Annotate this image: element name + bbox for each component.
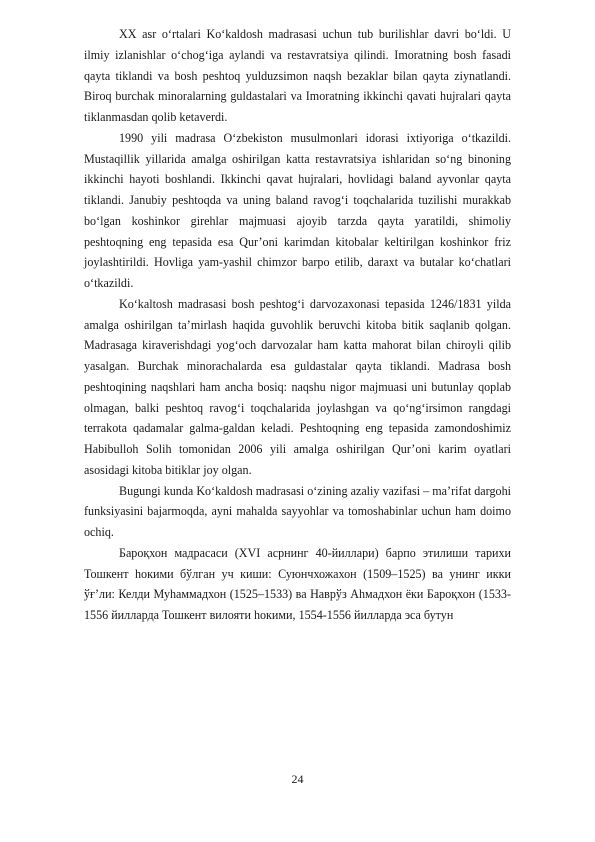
page-number: 24 [291,772,304,786]
paragraph-4: Bugungi kunda Ko‘kaldosh madrasasi o‘zining azaliy vazifasi – ma’rifat dargohi funksiyasini bajarmoqda, ayni mahalda sayyohlar va tomoshabinlar uchun ham doimo ochiq. [84,483,511,539]
paragraph-1: XX asr o‘rtalari Ko‘kaldosh madrasasi uchun tub burilishlar davri bo‘ldi. U ilmiy izlanishlar o‘chog‘iga aylandi va restavratsiya qilindi. Imoratning bosh fasadi qayta tiklandi va bosh peshtoq yulduzsimon naqsh bezaklar bilan qayta ziynatlandi. Biroq burchak minoralarning guldastalari va Imoratning ikkinchi qavati hujralari qayta tiklanmasdan qolib ketaverdi. [84,27,511,124]
paragraph-3: Ko‘kaltosh madrasasi bosh peshtog‘i darvozaxonasi tepasida 1246/1831 yilda amalga oshirilgan ta’mirlash haqida guvohlik beruvchi kitoba bitik saqlanib qolgan. Madrasaga kiraverishdagi yog‘och darvozalar ham katta mahorat bilan chiroyli qilib yasalgan. Burchak minorachalarda esa guldastalar qayta tiklandi. Madrasa bosh peshtoqining naqshlari ham ancha bosiq: naqshu nigor majmuasi uni butunlay qoplab olmagan, balki peshtoq ravog‘i toqchalarida joylashgan va qo‘ng‘irsimon rangdagi terrakota qadamalar galma-galdan keladi. Peshtoqning eng tepasida zamondoshimiz Habibulloh Solih tomonidan 2006 yili amalga oshirilgan Qur’oni karim oyatlari asosidagi kitoba bitiklar joy olgan. [84,296,511,477]
paragraph-5: Бароқхон мадрасаси (XVI асрнинг 40-йиллари) барпо этилиши тарихи Тошкент hокими бўлган уч киши: Суюнчхожахон (1509–1525) ва унинг икки ўғ’ли: Келди Муhаммадхон (1525–1533) ва Наврўз Аhмадхон ёки Бароқхон (1533-1556 йилларда Тошкент вилояти hокими, 1554-1556 йилларда эса бутун [84,545,511,622]
paragraph-2: 1990 yili madrasa O‘zbekiston musulmonlari idorasi ixtiyoriga o‘tkazildi. Mustaqillik yillarida amalga oshirilgan katta restavratsiya ishlaridan so‘ng binoning ikkinchi hayoti boshlandi. Ikkinchi qavat hujralari, hovlidagi baland ayvonlar qayta tiklandi. Janubiy peshtoqda va uning baland ravog‘i toqchalarida tuzilishi murakkab bo‘lgan koshinkor girehlar majmuasi ajoyib tarzda qayta yaratildi, shimoliy peshtoqning eng tepasida esa Qur’oni karimdan kitobalar keltirilgan koshinkor friz joylashtirildi. Hovliga yam-yashil chimzor barpo etilib, daraxt va butalar ko‘chatlari o‘tkazildi. [84,130,511,290]
document-page [84,24,511,626]
